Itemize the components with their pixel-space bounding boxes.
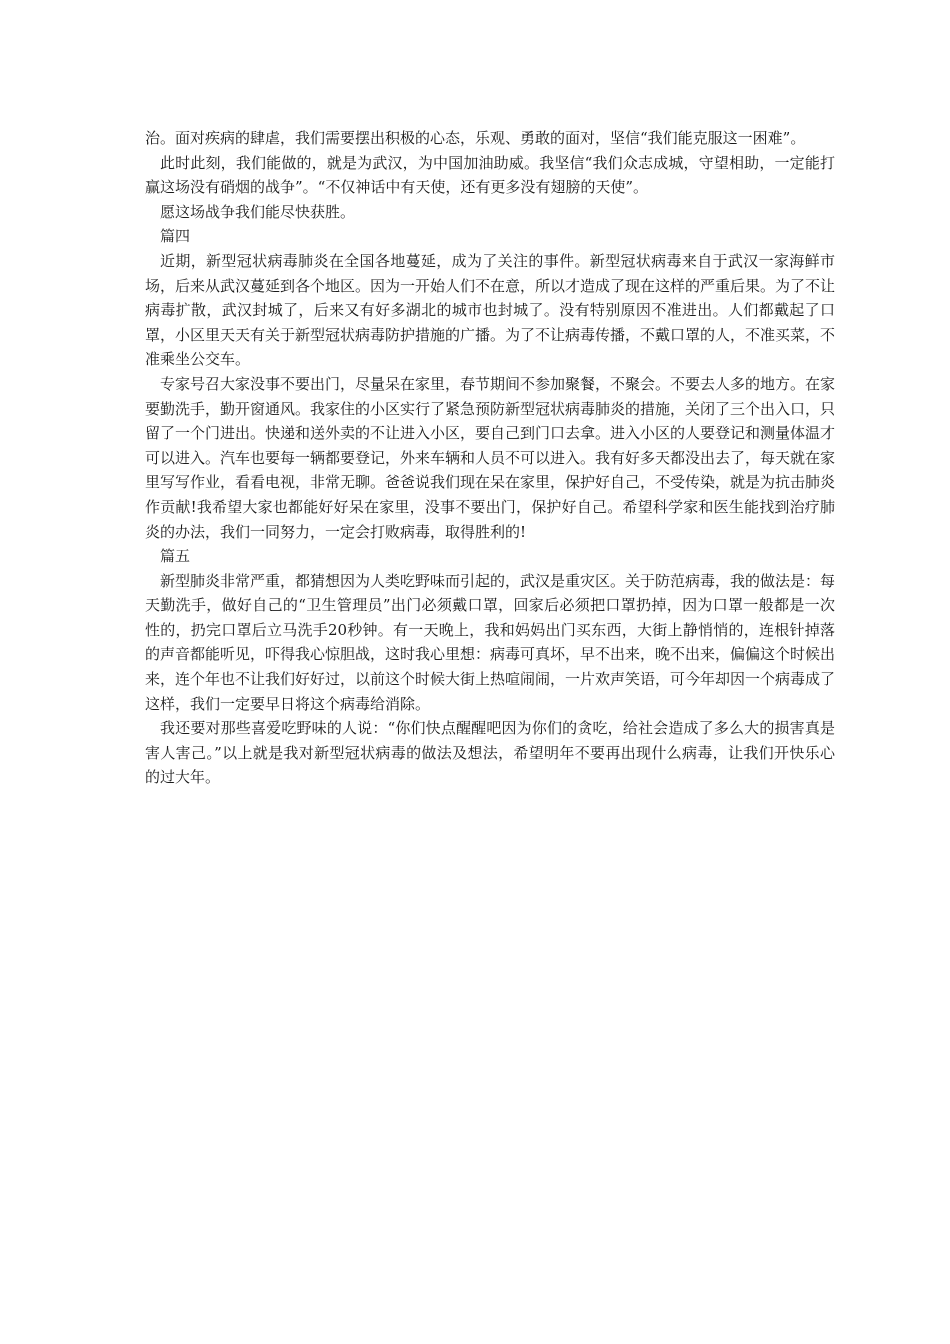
- paragraph-continuation: 治。面对疾病的肆虐，我们需要摆出积极的心态，乐观、勇敢的面对，坚信“我们能克服这一困难”。: [145, 129, 806, 147]
- paragraph: 愿这场战争我们能尽快获胜。: [160, 202, 356, 221]
- paragraph: 此时此刻，我们能做的，就是为武汉，为中国加油助威。我坚信“我们众志成城，守望相助，一定能打赢这场没有硝烟的战争”。“不仅神话中有天使，还有更多没有翅膀的天使”。: [145, 153, 835, 197]
- paragraph: 新型肺炎非常严重，都猜想因为人类吃野味而引起的，武汉是重灾区。关于防范病毒，我的做法是：每天勤洗手，做好自己的“卫生管理员”出门必须戴口罩，回家后必须把口罩扔掉，因为口罩一般都是一次性的，扔完口罩后立马洗手20秒钟。有一天晚上，我和妈妈出门买东西，大街上静悄悄的，连根针掉落的声音都能听见，吓得我心惊胆战，这时我心里想：病毒可真坏，早不出来，晚不出来，偏偏这个时候出来，连个年也不让我们好好过，以前这个时候大街上热喧闹闹，一片欢声笑语，可今年却因一个病毒成了这样，我们一定要早日将这个病毒给消除。: [145, 571, 836, 713]
- document-body: [145, 126, 835, 790]
- paragraph: 专家号召大家没事不要出门，尽量呆在家里，春节期间不参加聚餐，不聚会。不要去人多的地方。在家要勤洗手，勤开窗通风。我家住的小区实行了紧急预防新型冠状病毒肺炎的措施，关闭了三个出入口，只留了一个门进出。快递和送外卖的不让进入小区，要自己到门口去拿。进入小区的人要登记和测量体温才可以进入。汽车也要每一辆都要登记，外来车辆和人员不可以进入。我有好多天都没出去了，每天就在家里写写作业，看看电视，非常无聊。爸爸说我们现在呆在家里，保护好自己，不受传染，就是为抗击肺炎作贡献!我希望大家也都能好好呆在家里，没事不要出门，保护好自己。希望科学家和医生能找到治疗肺炎的办法，我们一同努力，一定会打败病毒，取得胜利的!: [145, 374, 836, 541]
- paragraph: 近期，新型冠状病毒肺炎在全国各地蔓延，成为了关注的事件。新型冠状病毒来自于武汉一家海鲜市场，后来从武汉蔓延到各个地区。因为一开始人们不在意，所以才造成了现在这样的严重后果。为了不让病毒扩散，武汉封城了，后来又有好多湖北的城市也封城了。没有特别原因不准进出。人们都戴起了口罩，小区里天天有关于新型冠状病毒防护措施的广播。为了不让病毒传播，不戴口罩的人，不准买菜，不准乘坐公交车。: [145, 251, 836, 369]
- paragraph: 我还要对那些喜爱吃野味的人说：“你们快点醒醒吧因为你们的贪吃，给社会造成了多么大的损害真是害人害己。”以上就是我对新型冠状病毒的做法及想法，希望明年不要再出现什么病毒，让我们开快乐心的过大年。: [145, 719, 835, 787]
- section-heading-4: 篇四: [160, 227, 191, 246]
- section-heading-5: 篇五: [160, 547, 191, 566]
